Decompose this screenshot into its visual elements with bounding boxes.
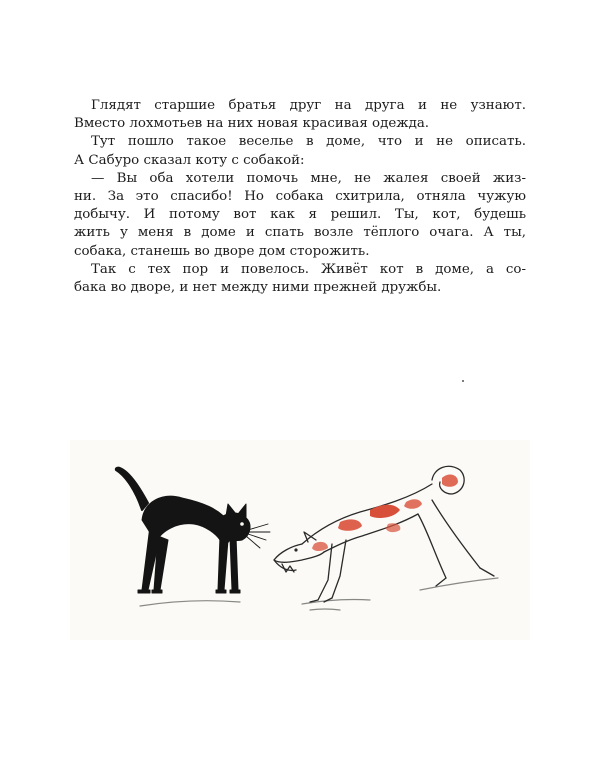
cat-and-dog-illustration (70, 440, 530, 640)
cat-eye (240, 522, 244, 526)
text-line: жить у меня в доме и спать возле тёплого очага. А ты, (74, 225, 526, 241)
dog-red-spots (312, 475, 458, 551)
text-line: А Сабуро сказал коту с собакой: (74, 152, 305, 168)
text-line: Вместо лохмотьев на них новая красивая одежда. (74, 116, 430, 132)
text-line: Так с тех пор и повелось. Живёт кот в доме, а со- (91, 261, 526, 277)
text-line: бака во дворе, и нет между ними прежней дружбы. (74, 279, 442, 295)
ground-shadow (140, 578, 498, 610)
text-line: Глядят старшие братья друг на друга и не узнают. (91, 98, 526, 113)
text-line: Тут пошло такое веселье в доме, что и не описать. (91, 134, 526, 150)
story-text (74, 97, 526, 297)
text-line: ни. За это спасибо! Но собака схитрила, отняла чужую (74, 188, 526, 204)
text-line: добычу. И потому вот как я решил. Ты, кот, будешь (74, 207, 526, 223)
text-line: — Вы оба хотели помочь мне, не жалея своей жиз- (91, 170, 526, 186)
text-line: собака, станешь во дворе дом сторожить. (74, 243, 370, 259)
black-cat (116, 468, 250, 593)
dog-eye (294, 548, 297, 551)
red-spotted-dog (274, 466, 494, 602)
ink-speck (462, 380, 464, 382)
